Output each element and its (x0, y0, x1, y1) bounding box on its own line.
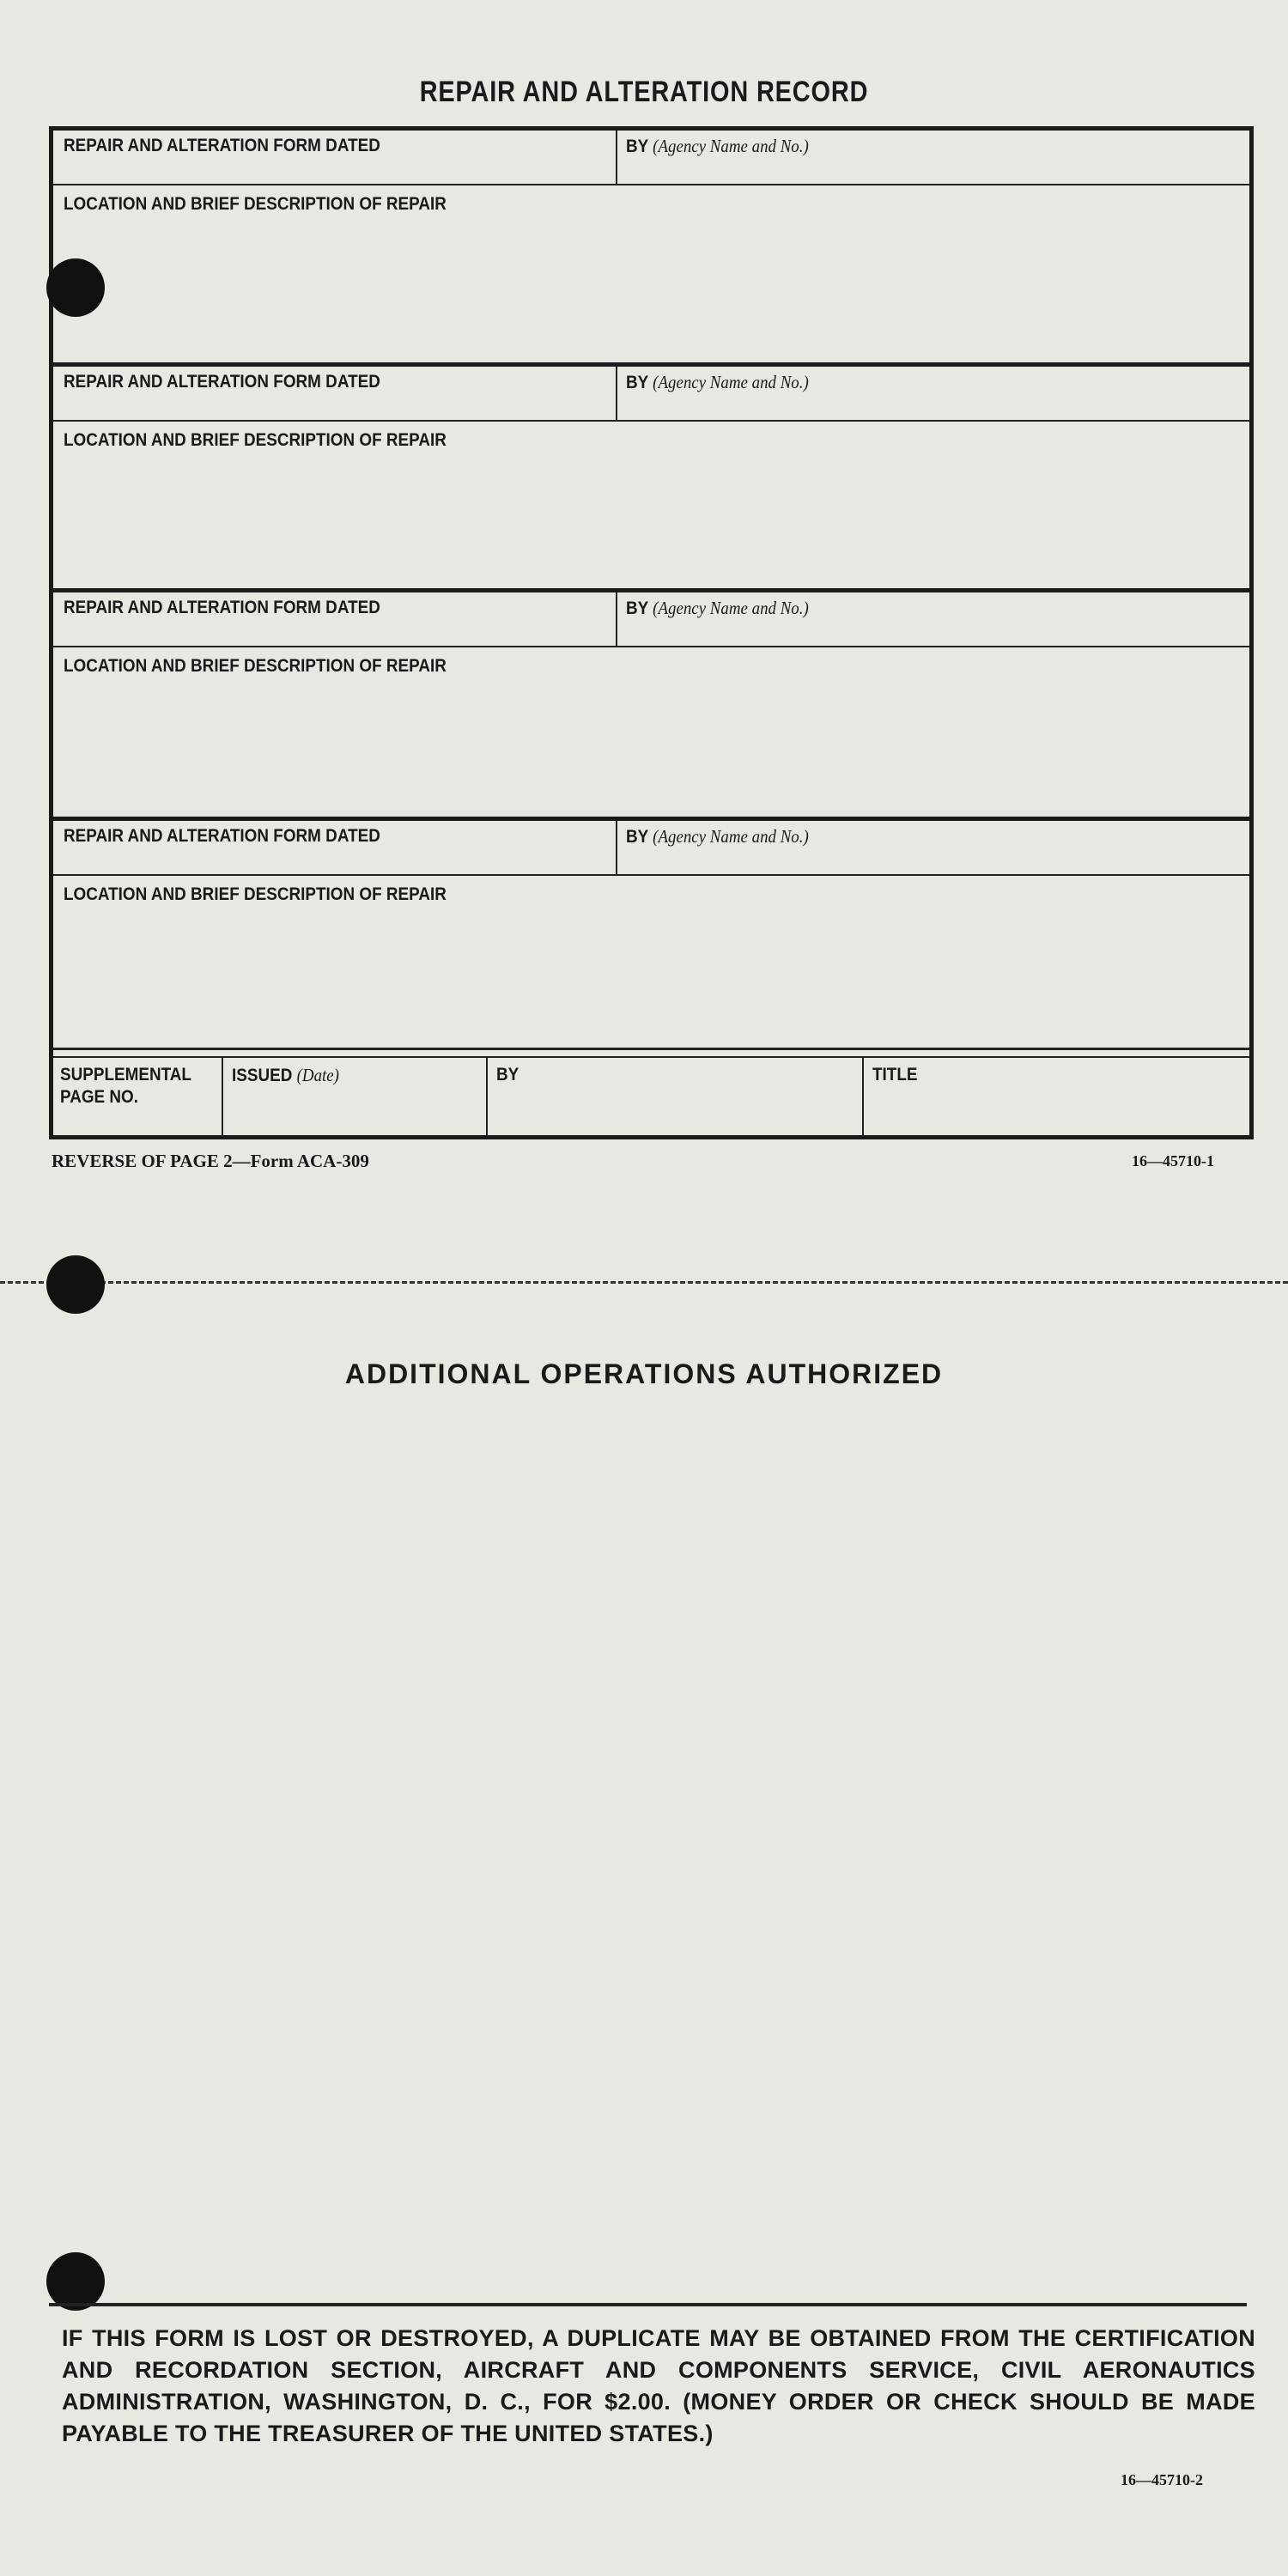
location-label: LOCATION AND BRIEF DESCRIPTION OF REPAIR (64, 430, 447, 450)
repair-block-4 (53, 821, 1249, 1049)
divider (616, 592, 617, 646)
by-paren: (Agency Name and No.) (653, 598, 809, 618)
divider (616, 131, 617, 184)
form-reference: REVERSE OF PAGE 2—Form ACA-309 (52, 1151, 369, 1171)
supplemental-label: SUPPLEMENTAL (60, 1065, 191, 1084)
form-number: 16—45710-2 (1121, 2471, 1203, 2488)
by-label (626, 372, 809, 393)
repair-record-form (49, 126, 1254, 1139)
by-text: BY (626, 598, 648, 618)
lost-form-notice: IF THIS FORM IS LOST OR DESTROYED, A DUPLICATE MAY BE OBTAINED FROM THE CERTIFICATION AND RECORDATION SECTION, AIRCRAFT AND COMPONENTS SERVICE, CIVIL AERONAUTICS ADMINISTRATION, WASHINGTON, D. C., FOR $2.00. (MONEY ORDER OR CHECK SHOULD BE MADE PAYABLE TO THE TREASURER OF THE UNITED STATES.) (62, 2325, 1255, 2446)
divider (222, 1058, 223, 1137)
by-label (626, 136, 809, 157)
divider (616, 367, 617, 420)
double-rule (53, 1048, 1249, 1050)
issued-text: ISSUED (232, 1066, 293, 1085)
punch-hole-icon (46, 2252, 105, 2311)
by-paren: (Agency Name and No.) (653, 136, 809, 156)
punch-hole-icon (46, 258, 105, 317)
page-title: REPAIR AND ALTERATION RECORD (419, 76, 869, 108)
divider (49, 2303, 1247, 2306)
supplemental-row (53, 1056, 1249, 1137)
location-label: LOCATION AND BRIEF DESCRIPTION OF REPAIR (64, 194, 447, 214)
by-text: BY (626, 827, 648, 847)
location-label: LOCATION AND BRIEF DESCRIPTION OF REPAIR (64, 884, 447, 904)
form-dated-label: REPAIR AND ALTERATION FORM DATED (64, 826, 380, 846)
by-label (626, 598, 809, 619)
fold-line (0, 1281, 1288, 1284)
page-no-label: PAGE NO. (60, 1087, 139, 1107)
form-number: 16—45710-1 (1132, 1152, 1214, 1170)
repair-block-2 (53, 367, 1249, 595)
by-paren: (Agency Name and No.) (653, 826, 809, 847)
punch-hole-icon (46, 1255, 105, 1314)
repair-block-1 (53, 131, 1249, 359)
additional-operations-heading: ADDITIONAL OPERATIONS AUTHORIZED (344, 1358, 944, 1389)
form-dated-label: REPAIR AND ALTERATION FORM DATED (64, 372, 380, 392)
by-label: BY (496, 1065, 519, 1084)
by-text: BY (626, 373, 648, 392)
divider (862, 1058, 864, 1137)
by-paren: (Agency Name and No.) (653, 372, 809, 392)
form-dated-label: REPAIR AND ALTERATION FORM DATED (64, 598, 380, 617)
divider (486, 1058, 488, 1137)
divider (616, 821, 617, 874)
title-label: TITLE (872, 1065, 918, 1084)
repair-block-3 (53, 592, 1249, 821)
location-label: LOCATION AND BRIEF DESCRIPTION OF REPAIR (64, 656, 447, 676)
issued-label (232, 1065, 339, 1086)
by-label (626, 826, 809, 848)
form-dated-label: REPAIR AND ALTERATION FORM DATED (64, 136, 380, 155)
issued-paren: (Date) (296, 1065, 339, 1085)
by-text: BY (626, 137, 648, 156)
